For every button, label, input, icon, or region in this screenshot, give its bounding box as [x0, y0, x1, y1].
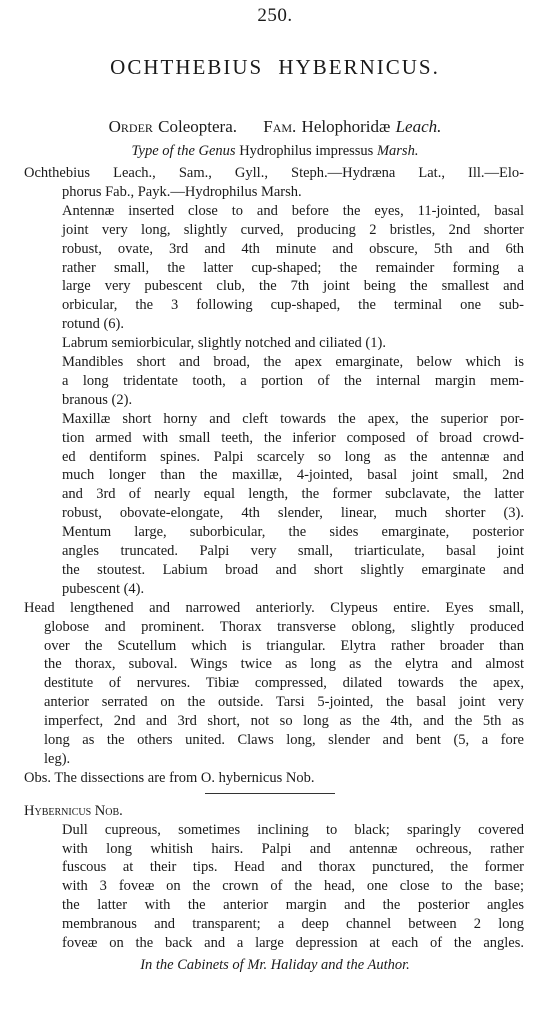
section-divider	[205, 793, 335, 794]
text-line: tion armed with small teeth, the inferior composed of broad crowd-	[62, 429, 524, 446]
text-line: imperfect, 2nd and 3rd short, not so long as the 4th, and the 5th as	[44, 713, 524, 730]
text-line: rather small, the latter cup-shaped; the remainder forming a	[62, 259, 524, 276]
text-line: Mandibles short and broad, the apex emarginate, below which is	[62, 354, 524, 370]
text-line: fuscous at their tips. Head and thorax punctured, the former	[62, 859, 524, 876]
order-value: Coleoptera.	[158, 117, 237, 136]
text-line: Mentum large, suborbicular, the sides emarginate, posterior	[62, 524, 524, 541]
genus-type-line	[0, 143, 550, 160]
text-line: with long whitish hairs. Palpi and antennæ ochreous, rather	[62, 840, 524, 857]
text-line: phorus Fab., Payk.—Hydrophilus Marsh.	[62, 183, 302, 200]
text-line: Dull cupreous, sometimes inclining to black; sparingly covered	[62, 821, 524, 838]
text-line: much longer than the maxillæ, 4-jointed, basal joint small, 2nd	[62, 467, 524, 484]
type-line-prefix: Type of the Genus	[131, 143, 236, 159]
text-line: Labrum semiorbicular, slightly notched and ciliated (1).	[62, 335, 386, 352]
text-line: destitute of nervures. Tibiæ compressed, dilated towards the apex,	[44, 675, 524, 692]
text-line: Antennæ inserted close to and before the eyes, 11-jointed, basal	[62, 202, 524, 219]
text-line: the latter with the anterior margin and the posterior angles	[62, 897, 524, 914]
text-line: joint very long, slightly curved, producing 2 bristles, 2nd shorter	[62, 221, 524, 238]
text-line: anterior serrated on the outside. Tarsi 5-jointed, the basal joint very	[44, 694, 524, 711]
text-line: branous (2).	[62, 391, 133, 408]
classification-line	[0, 117, 550, 137]
text-line: Ochthebius Leach., Sam., Gyll., Steph.—Hydræna Lat., Ill.—Elo-	[24, 165, 524, 181]
text-line: and 3rd of nearly equal length, the former subclavate, the latter	[62, 486, 524, 503]
text-line: robust, ovate, 3rd and 4th minute and obscure, 5th and 6th	[62, 240, 524, 257]
text-line: Obs. The dissections are from O. hybernicus Nob.	[24, 769, 315, 786]
text-line: pubescent (4).	[62, 580, 145, 597]
text-line: orbicular, the 3 following cup-shaped, the terminal one sub-	[62, 297, 524, 314]
type-species: Hydrophilus impressus	[239, 143, 374, 159]
page-number: 250.	[257, 5, 293, 26]
text-line: the thorax, suboval. Wings twice as long as the elytra and almost	[44, 656, 524, 673]
cabinets-note: In the Cabinets of Mr. Haliday and the Author.	[140, 956, 410, 973]
text-line: Maxillæ short horny and cleft towards the apex, the superior por-	[62, 410, 524, 427]
order-label: Order	[108, 117, 153, 136]
text-line: with 3 foveæ on the crown of the head, one close to the base;	[62, 878, 524, 895]
text-line: a long tridentate tooth, a portion of the internal margin mem-	[62, 372, 524, 389]
type-author: Marsh.	[376, 143, 419, 159]
text-line: globose and prominent. Thorax transverse oblong, slightly produced	[44, 618, 524, 635]
text-line: robust, obovate-elongate, 4th slender, linear, much shorter (3).	[62, 505, 524, 522]
family-label: Fam.	[263, 117, 297, 136]
species-title: OCHTHEBIUS HYBERNICUS.	[110, 55, 440, 79]
text-line: leg).	[44, 750, 71, 767]
text-line: rotund (6).	[62, 316, 125, 333]
text-line: membranous and transparent; a deep channel between 2 long	[62, 916, 524, 933]
text-line: large very pubescent club, the 7th joint being the smallest and	[62, 278, 524, 295]
family-value: Helophoridæ	[301, 117, 391, 136]
text-line: angles truncated. Palpi very small, triarticulate, basal joint	[62, 543, 524, 559]
text-line: the stoutest. Labium broad and short slightly emarginate and	[62, 561, 524, 578]
text-line: Head lengthened and narrowed anteriorly. Clypeus entire. Eyes small,	[24, 599, 524, 616]
text-line: ed dentiform spines. Palpi scarcely so long as the antennæ and	[62, 448, 524, 465]
text-line: long as the others united. Claws long, slender and bent (5, a fore	[44, 732, 524, 748]
family-author: Leach.	[395, 117, 442, 136]
text-line: Hybernicus Nob.	[24, 802, 123, 819]
text-line: over the Scutellum which is triangular. Elytra rather broader than	[44, 637, 524, 654]
text-line: foveæ on the back and a large depression at each of the angles.	[62, 935, 524, 951]
